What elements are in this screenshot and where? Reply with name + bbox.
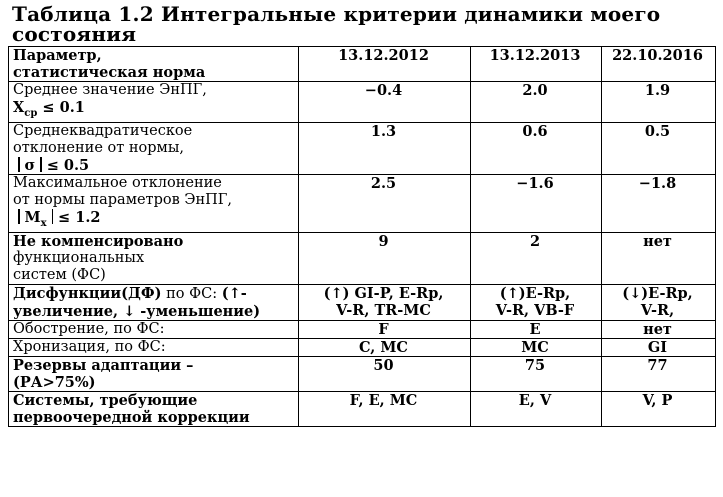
value-cell: 77 (602, 356, 716, 391)
label-line: систем (ФС) (13, 266, 106, 283)
label-line: функциональных (13, 249, 145, 266)
value-cell: V, P (602, 391, 716, 426)
table-row (9, 122, 716, 174)
header-date-2: 13.12.2013 (471, 47, 602, 82)
label-bold-part: Дисфункции(ДФ) (13, 284, 162, 302)
norm-expression (13, 99, 292, 122)
caption-line-1: Таблица 1.2 Интегральные критерии динамики моего (12, 2, 661, 26)
value-cell: GI (602, 338, 716, 356)
abs-bar-left (18, 157, 20, 172)
row-label-maxdev (9, 174, 299, 232)
label-line: первоочередной коррекции (13, 408, 250, 426)
row-label-mean (9, 82, 299, 123)
table-row (9, 338, 716, 356)
norm-subscript: ср (24, 107, 38, 119)
value-cell: 75 (471, 356, 602, 391)
label-line: Не компенсировано (13, 232, 184, 250)
norm-symbol: σ (24, 156, 36, 174)
value-cell: нет (602, 320, 716, 338)
value-line: (↓)E-Rp, (622, 284, 693, 302)
label-normal-part: по ФС: (161, 285, 222, 302)
label-line (13, 285, 292, 303)
label-line: Резервы адаптации – (13, 356, 194, 374)
label-line: Среднее значение ЭнПГ, (13, 82, 207, 98)
value-line: (↑) GI-P, E-Rp, (323, 284, 444, 302)
row-label-uncompensated (9, 232, 299, 284)
table-caption (12, 4, 717, 44)
label-line: (РА>75%) (13, 373, 96, 391)
table-row (9, 232, 716, 284)
label-line: отклонение от нормы, (13, 139, 184, 156)
norm-expression (13, 157, 292, 174)
value-cell: F (299, 320, 471, 338)
row-label-reserves (9, 356, 299, 391)
table-row (9, 174, 716, 232)
value-cell: C, MC (299, 338, 471, 356)
row-label-dysfunctions (9, 284, 299, 320)
header-date-1: 13.12.2012 (299, 47, 471, 82)
value-cell: 2.5 (299, 174, 471, 232)
value-line: V-R, TR-MC (336, 301, 431, 319)
value-cell: 1.9 (602, 82, 716, 123)
value-cell: 2 (471, 232, 602, 284)
norm-suffix: ≤ 0.1 (37, 99, 85, 116)
value-cell: 2.0 (471, 82, 602, 123)
label-line: Максимальное отклонение (13, 174, 222, 191)
value-cell: E, V (471, 391, 602, 426)
value-cell (299, 284, 471, 320)
table-header-row (9, 47, 716, 82)
label-line: от нормы параметров ЭнПГ, (13, 191, 232, 208)
row-label-stddev (9, 122, 299, 174)
label-line: увеличение, ↓ -уменьшение) (13, 302, 261, 320)
criteria-table (8, 46, 716, 427)
norm-suffix: ≤ 0.5 (46, 156, 90, 174)
value-cell: −1.8 (602, 174, 716, 232)
value-cell (471, 284, 602, 320)
header-date-3: 22.10.2016 (602, 47, 716, 82)
value-cell: MC (471, 338, 602, 356)
value-cell: 50 (299, 356, 471, 391)
row-label-exacerbation: Обострение, по ФС: (9, 320, 299, 338)
value-cell: −0.4 (299, 82, 471, 123)
table-row (9, 356, 716, 391)
value-cell: −1.6 (471, 174, 602, 232)
row-label-chronization: Хронизация, по ФС: (9, 338, 299, 356)
norm-subscript: x (40, 217, 47, 229)
value-cell: F, E, MC (299, 391, 471, 426)
table-row (9, 284, 716, 320)
table-row (9, 82, 716, 123)
header-param-cell (9, 47, 299, 82)
caption-line-2: состояния (12, 22, 137, 46)
value-cell: 0.5 (602, 122, 716, 174)
value-cell: 9 (299, 232, 471, 284)
value-line: V-R, VB-F (495, 301, 575, 319)
header-param-line-1: Параметр, (13, 47, 102, 64)
value-cell: 1.3 (299, 122, 471, 174)
value-cell: нет (602, 232, 716, 284)
norm-symbol: X (13, 99, 25, 116)
value-cell: E (471, 320, 602, 338)
abs-bar-right (52, 209, 54, 224)
label-line: Среднеквадратическое (13, 122, 193, 139)
row-label-correction (9, 391, 299, 426)
value-line: V-R, (640, 301, 675, 319)
norm-symbol: M (24, 208, 41, 226)
norm-suffix: ≤ 1.2 (58, 208, 101, 226)
header-param-line-2: статистическая норма (13, 64, 206, 81)
label-bold-part: (↑- (221, 284, 247, 302)
abs-bar-left (18, 209, 20, 224)
abs-bar-right (40, 157, 42, 172)
value-cell: 0.6 (471, 122, 602, 174)
value-cell (602, 284, 716, 320)
table-row (9, 320, 716, 338)
table-row (9, 391, 716, 426)
value-line: (↑)E-Rp, (499, 284, 571, 302)
label-line: Системы, требующие (13, 391, 198, 409)
norm-expression (13, 209, 292, 232)
